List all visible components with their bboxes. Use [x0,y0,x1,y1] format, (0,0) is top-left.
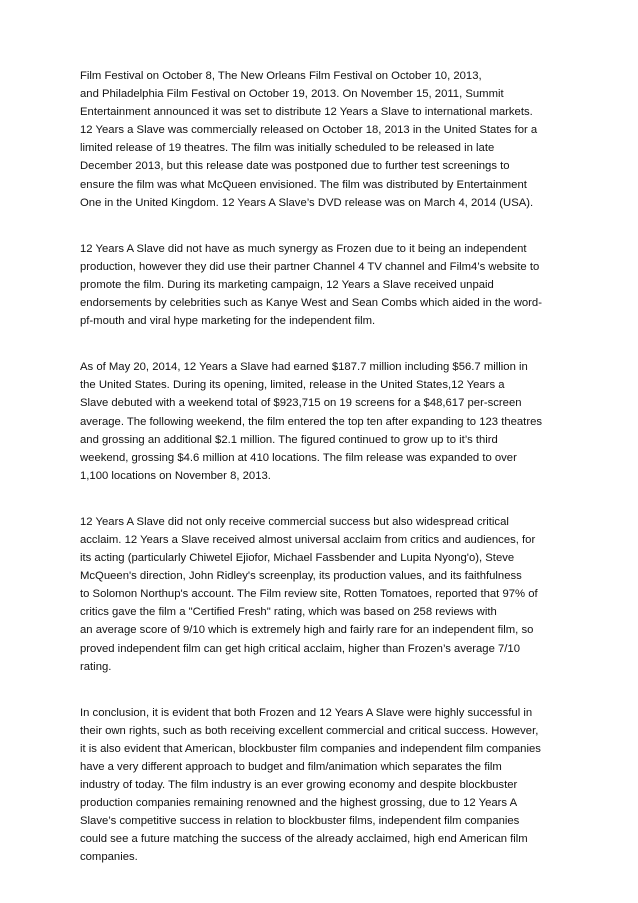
text-line: 12 Years a Slave was commercially released on October 18, 2013 in the United States for a [80,124,538,137]
paragraph-box-office [80,358,564,485]
text-line: its acting (particularly Chiwetel Ejiofor, Michael Fassbender and Lupita Nyong'o), Steve [80,552,515,565]
text-line: production, however they did use their partner Channel 4 TV channel and Film4’s website to [80,260,540,273]
text-line: 1,100 locations on November 8, 2013. [80,469,271,482]
paragraph-gap [80,485,564,513]
text-line: limited release of 19 theatres. The film was initially scheduled to be released in late [80,142,495,155]
text-line: weekend, grossing $4.6 million at 410 locations. The film release was expanded to over [80,451,517,464]
text-line: One in the United Kingdom. 12 Years A Slave’s DVD release was on March 4, 2014 (USA). [80,196,534,209]
text-line: an average score of 9/10 which is extremely high and fairly rare for an independent film, so [80,624,534,637]
text-line: December 2013, but this release date was postponed due to further test screenings to [80,160,510,173]
text-line: Slave debuted with a weekend total of $923,715 on 19 screens for a $48,617 per-screen [80,397,522,410]
text-line: acclaim. 12 Years a Slave received almost universal acclaim from critics and audiences, for [80,533,536,546]
text-line: companies. [80,851,138,864]
text-line: have a very different approach to budget and film/animation which separates the film [80,761,502,773]
text-line: pf-mouth and viral hype marketing for the independent film. [80,315,376,328]
text-line: In conclusion, it is evident that both Frozen and 12 Years A Slave were highly successful in [80,706,533,719]
paragraph-film-release [80,67,564,212]
text-line: it is also evident that American, blockbuster film companies and independent film companies [80,742,541,755]
text-line: Entertainment announced it was set to distribute 12 Years a Slave to international markets. [80,106,533,119]
text-line: critics gave the film a "Certified Fresh" rating, which was based on 258 reviews with [80,606,497,619]
text-line: endorsements by celebrities such as Kanye West and Sean Combs which aided in the word- [80,297,542,310]
text-line: to Solomon Northup's account. The Film review site, Rotten Tomatoes, reported that 97% of [80,588,538,601]
text-line: and grossing an additional $2.1 million. The figured continued to grow up to it’s third [80,433,498,446]
paragraph-conclusion [80,704,564,867]
text-line: the United States. During its opening, limited, release in the United States,12 Years a [80,379,505,392]
text-line: average. The following weekend, the film entered the top ten after expanding to 123 theatres [80,415,543,428]
paragraph-critical-acclaim [80,513,564,676]
paragraph-marketing [80,240,564,330]
text-line: Film Festival on October 8, The New Orleans Film Festival on October 10, 2013, [80,70,482,82]
text-line: Slave’s competitive success in relation to blockbuster films, independent film companies [80,815,520,828]
text-line: rating. [80,660,112,673]
text-line: their own rights, such as both receiving excellent commercial and critical success. However, [80,724,539,737]
text-line: industry of today. The film industry is an ever growing economy and despite blockbuster [80,779,518,792]
text-line: promote the film. During its marketing campaign, 12 Years a Slave received unpaid [80,278,494,291]
text-line: 12 Years A Slave did not only receive commercial success but also widespread critical [80,515,509,528]
paragraph-gap [80,330,564,358]
paragraph-gap [80,676,564,704]
text-line: could see a future matching the success of the already acclaimed, high end American film [80,833,528,846]
text-line: proved independent film can get high critical acclaim, higher than Frozen’s average 7/10 [80,642,520,655]
text-line: McQueen's direction, John Ridley's screenplay, its production values, and its faithfulness [80,570,522,583]
text-line: production companies remaining renowned and the highest grossing, due to 12 Years A [80,797,518,810]
text-line: and Philadelphia Film Festival on October 19, 2013. On November 15, 2011, Summit [80,88,504,101]
text-line: As of May 20, 2014, 12 Years a Slave had earned $187.7 million including $56.7 million in [80,361,528,374]
document-body [80,67,564,867]
text-line: ensure the film was what McQueen envisioned. The film was distributed by Entertainment [80,178,527,191]
paragraph-gap [80,212,564,240]
text-line: 12 Years A Slave did not have as much synergy as Frozen due to it being an independent [80,242,527,255]
